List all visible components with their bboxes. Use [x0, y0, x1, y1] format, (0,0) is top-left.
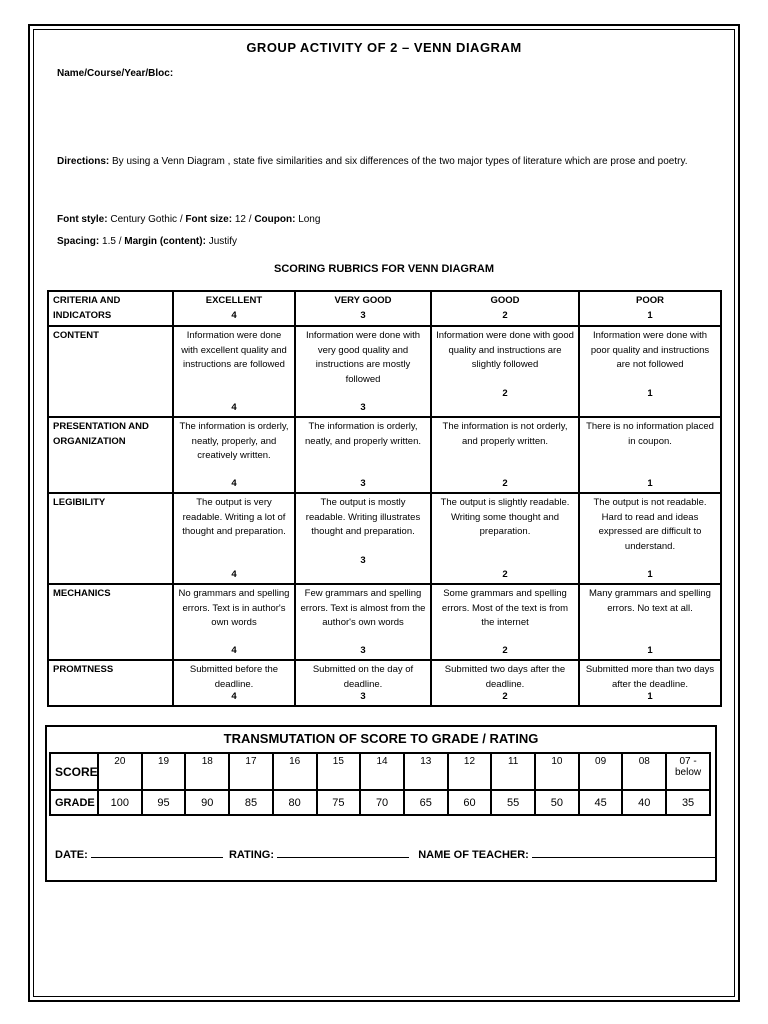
rubric-header-criteria: CRITERIA AND INDICATORS	[48, 291, 173, 326]
score-cell: 11	[491, 753, 535, 790]
rubric-cell: Submitted on the day of deadline. 3	[295, 660, 431, 706]
grade-cell: 90	[185, 790, 229, 815]
rubric-header-good: GOOD 2	[431, 291, 579, 326]
rubric-cell: There is no information placed in coupon. 1	[579, 417, 721, 493]
rubric-cell: The information is orderly, neatly, and properly written. 3	[295, 417, 431, 493]
grade-cell: 80	[273, 790, 317, 815]
rating-label: RATING:	[228, 849, 274, 861]
rubric-row-promptness	[48, 660, 721, 706]
transmutation-table	[49, 752, 711, 816]
grade-cell: 45	[579, 790, 623, 815]
directions-text: By using a Venn Diagram , state five similarities and six differences of the two major types of literature which are prose and poetry.	[112, 156, 688, 167]
coupon-value: Long	[298, 214, 321, 225]
rubric-cell: Information were done with excellent quality and instructions are followed 4	[173, 326, 295, 417]
grade-row	[50, 790, 710, 815]
page-title: GROUP ACTIVITY OF 2 – VENN DIAGRAM	[246, 40, 522, 55]
rubric-header-poor: POOR 1	[579, 291, 721, 326]
score-cell: 09	[579, 753, 623, 790]
spacing-label: Spacing:	[57, 236, 100, 247]
font-size-value: 12 /	[234, 214, 252, 225]
font-style-label: Font style:	[57, 214, 108, 225]
score-cell: 14	[360, 753, 404, 790]
grade-cell: 100	[98, 790, 142, 815]
signature-line	[55, 847, 716, 861]
format-line-2	[57, 236, 237, 247]
date-blank[interactable]	[91, 847, 223, 858]
rubric-row-legibility	[48, 493, 721, 584]
score-cell: 07 - below	[666, 753, 710, 790]
teacher-blank[interactable]	[532, 847, 716, 858]
rubric-cell: The information is not orderly, and properly written. 2	[431, 417, 579, 493]
rubric-cell: Information were done with poor quality and instructions are not followed 1	[579, 326, 721, 417]
rubric-table	[47, 290, 722, 707]
criterion-label: LEGIBILITY	[48, 493, 173, 584]
coupon-label: Coupon:	[254, 214, 296, 225]
rubric-header-very-good: VERY GOOD 3	[295, 291, 431, 326]
rubric-cell: Submitted more than two days after the deadline. 1	[579, 660, 721, 706]
grade-cell: 70	[360, 790, 404, 815]
rubric-cell: No grammars and spelling errors. Text is in author's own words 4	[173, 584, 295, 660]
score-cell: 12	[448, 753, 492, 790]
rubric-cell: Submitted before the deadline. 4	[173, 660, 295, 706]
rubric-row-presentation	[48, 417, 721, 493]
score-cell: 13	[404, 753, 448, 790]
grade-cell: 65	[404, 790, 448, 815]
margin-value: Justify	[208, 236, 238, 247]
date-label: DATE:	[55, 849, 88, 861]
transmutation-box	[45, 725, 717, 882]
score-cell: 08	[622, 753, 666, 790]
criterion-label: PROMTNESS	[48, 660, 173, 706]
score-cell: 17	[229, 753, 273, 790]
grade-cell: 75	[317, 790, 361, 815]
grade-cell: 35	[666, 790, 710, 815]
score-cell: 10	[535, 753, 579, 790]
score-cell: 15	[317, 753, 361, 790]
margin-label: Margin (content):	[124, 236, 206, 247]
rubric-title: SCORING RUBRICS FOR VENN DIAGRAM	[273, 263, 494, 275]
grade-cell: 95	[142, 790, 186, 815]
rubric-cell: The output is slightly readable. Writing some thought and preparation. 2	[431, 493, 579, 584]
grade-label: GRADE	[50, 790, 98, 815]
teacher-label: NAME OF TEACHER:	[418, 849, 529, 861]
score-cell: 18	[185, 753, 229, 790]
criterion-label: PRESENTATION AND ORGANIZATION	[48, 417, 173, 493]
grade-cell: 55	[491, 790, 535, 815]
grade-cell: 50	[535, 790, 579, 815]
directions-label: Directions:	[57, 156, 110, 167]
rubric-cell: Some grammars and spelling errors. Most of the text is from the internet 2	[431, 584, 579, 660]
rating-blank[interactable]	[277, 847, 409, 858]
font-size-label: Font size:	[185, 214, 233, 225]
grade-cell: 60	[448, 790, 492, 815]
criterion-label: MECHANICS	[48, 584, 173, 660]
rubric-cell: Many grammars and spelling errors. No text at all. 1	[579, 584, 721, 660]
grade-cell: 40	[622, 790, 666, 815]
score-label: SCORE	[50, 753, 98, 790]
transmutation-title: TRANSMUTATION OF SCORE TO GRADE / RATING	[223, 731, 539, 746]
name-course-label: Name/Course/Year/Bloc:	[57, 68, 174, 79]
rubric-cell: Information were done with good quality and instructions are slightly followed 2	[431, 326, 579, 417]
rubric-row-content	[48, 326, 721, 417]
rubric-cell: Few grammars and spelling errors. Text is almost from the author's own words 3	[295, 584, 431, 660]
spacing-value: 1.5 /	[102, 236, 122, 247]
rubric-cell: The output is mostly readable. Writing illustrates thought and preparation. 3	[295, 493, 431, 584]
rubric-header-excellent: EXCELLENT 4	[173, 291, 295, 326]
font-style-value: Century Gothic /	[110, 214, 183, 225]
score-cell: 16	[273, 753, 317, 790]
directions	[57, 154, 711, 169]
score-cell: 20	[98, 753, 142, 790]
grade-cell: 85	[229, 790, 273, 815]
format-line-1	[57, 214, 320, 225]
rubric-cell: The output is very readable. Writing a lot of thought and preparation. 4	[173, 493, 295, 584]
rubric-cell: Information were done with very good quality and instructions are mostly followed 3	[295, 326, 431, 417]
score-row	[50, 753, 710, 790]
criterion-label: CONTENT	[48, 326, 173, 417]
score-cell: 19	[142, 753, 186, 790]
rubric-cell: The output is not readable. Hard to read and ideas expressed are difficult to understand. 1	[579, 493, 721, 584]
rubric-row-mechanics	[48, 584, 721, 660]
rubric-cell: The information is orderly, neatly, properly, and creatively written. 4	[173, 417, 295, 493]
rubric-cell: Submitted two days after the deadline. 2	[431, 660, 579, 706]
